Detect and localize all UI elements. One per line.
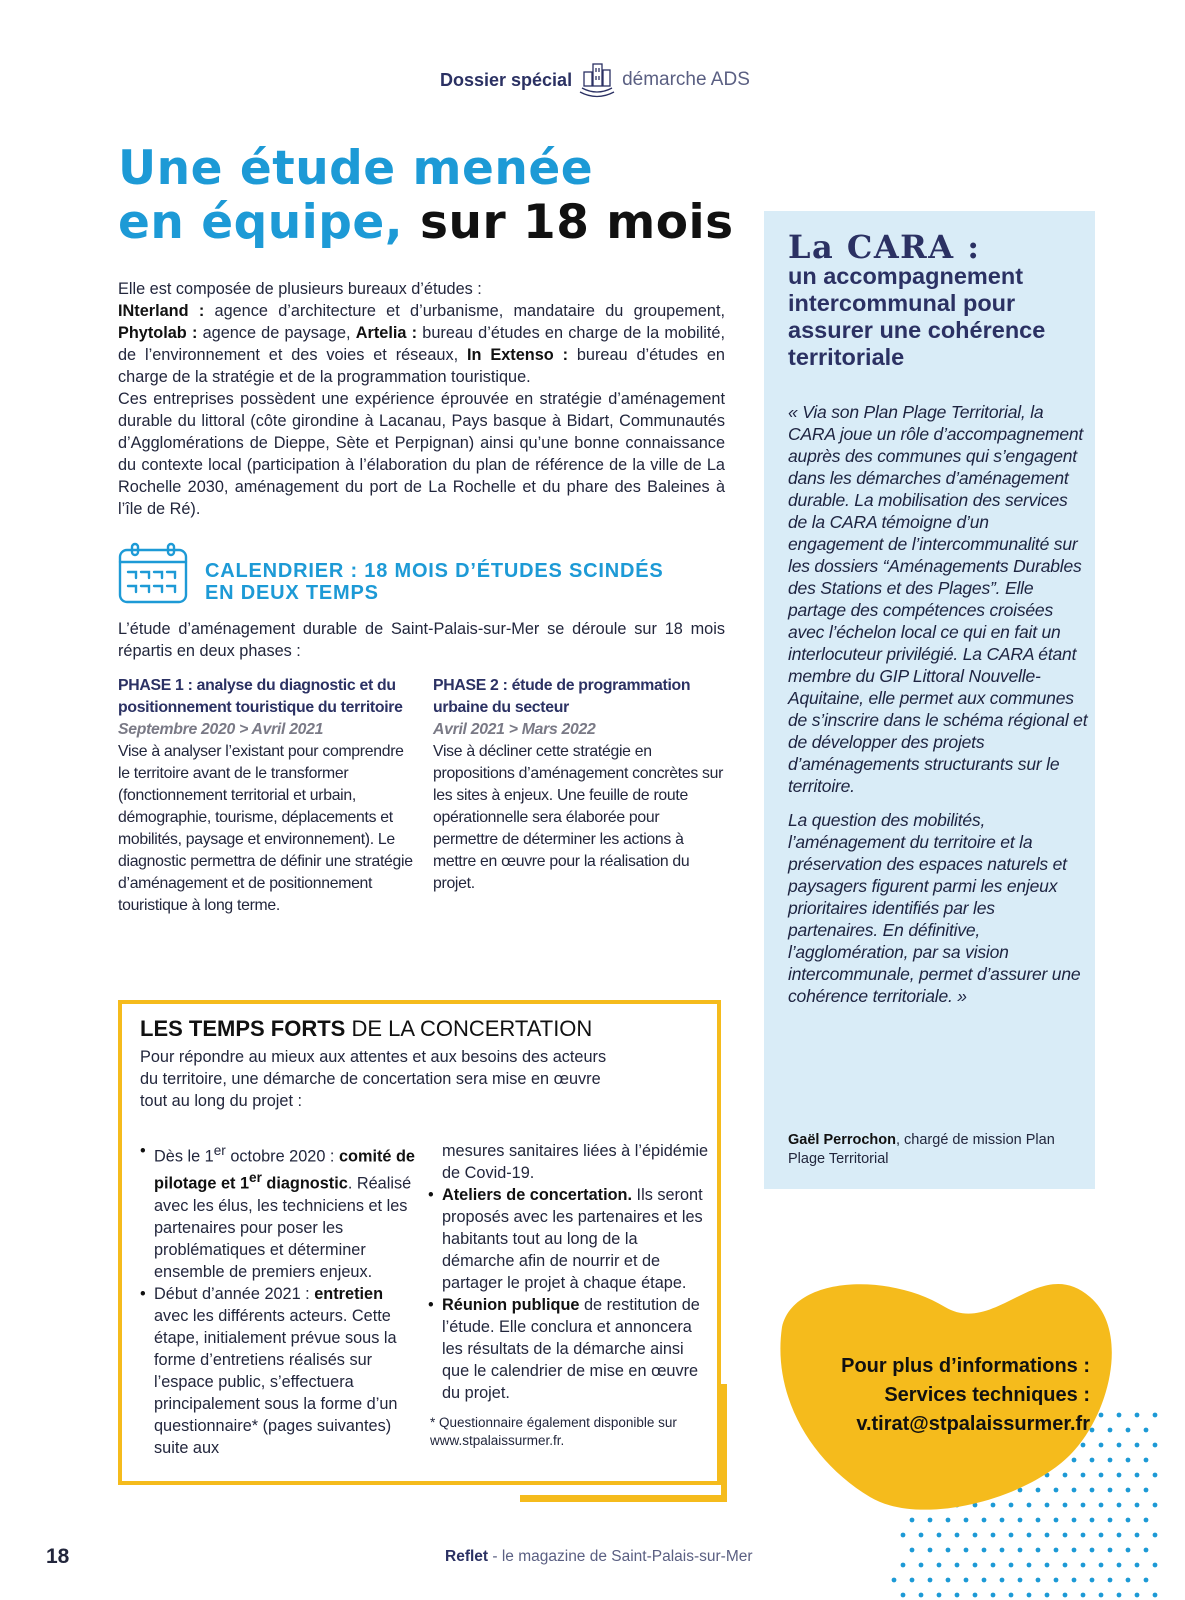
bureau-interland-text: agence d’architecture et d’urbanisme, mandataire du groupement,: [214, 302, 725, 320]
pattern-dot: [1045, 1593, 1050, 1598]
title-line-2-dark: sur 18 mois: [420, 195, 734, 250]
pattern-dot: [910, 1578, 915, 1583]
pattern-dot: [892, 1578, 897, 1583]
pattern-dot: [1126, 1578, 1131, 1583]
pattern-dot: [1009, 1593, 1014, 1598]
pattern-dot: [973, 1563, 978, 1568]
quote-paragraph-2: La question des mobilités, l’aménagement du territoire et la préservation des espaces naturels et paysagers figurent parmi les enjeux prioritaires identifiés par les partenaires. En définitive, l’agglomération, par sa vision intercommunale, permet d’assurer une cohérence territoriale. »: [788, 810, 1081, 1006]
phase-1-text: Vise à analyser l’existant pour comprendre le territoire avant de le transformer (fonctionnement territorial et urbain, démographie, tourisme, déplacements et mobilités, paysage et environnement). Le diagnostic permettra de définir une stratégie d’aménagement et de positionnement touristique à long terme.: [118, 743, 413, 914]
item3-bold: Ateliers de concertation.: [442, 1186, 633, 1204]
pattern-dot: [1144, 1518, 1149, 1523]
calendar-title-line-1: CALENDRIER : 18 MOIS D’ÉTUDES SCINDÉS: [205, 560, 664, 582]
pattern-dot: [1027, 1533, 1032, 1538]
pattern-dot: [1036, 1518, 1041, 1523]
section-topic: démarche ADS: [622, 69, 750, 90]
pattern-dot: [1117, 1503, 1122, 1508]
pattern-dot: [1027, 1563, 1032, 1568]
page-title: [118, 142, 758, 250]
bureau-inextenso-name: In Extenso :: [467, 346, 568, 364]
intro-bureaus: [118, 300, 725, 388]
footnote: * Questionnaire également disponible sur www.stpalaissurmer.fr.: [430, 1415, 677, 1448]
pattern-dot: [1126, 1548, 1131, 1553]
calendar-title: [205, 560, 725, 604]
pattern-dot: [991, 1503, 996, 1508]
pattern-dot: [964, 1578, 969, 1583]
pattern-dot: [1117, 1413, 1122, 1418]
pattern-dot: [964, 1548, 969, 1553]
list-item: [140, 1283, 415, 1459]
item1-text: . Réalisé avec les élus, les techniciens et les partenaires pour poser les problématiques et déterminer ensemble de premiers enjeux.: [154, 1174, 412, 1281]
coastal-houses-logo-icon: [578, 58, 616, 102]
item1-bold-a: comité de pilotage et: [154, 1147, 415, 1193]
quote-author: [788, 1131, 1078, 1169]
pattern-dot: [1063, 1503, 1068, 1508]
pattern-dot: [1054, 1548, 1059, 1553]
concertation-title-bold: LES TEMPS FORTS: [140, 1016, 346, 1041]
pattern-dot: [1090, 1518, 1095, 1523]
pattern-dot: [1108, 1428, 1113, 1433]
pattern-dot: [1135, 1593, 1140, 1598]
pattern-dot: [1135, 1473, 1140, 1478]
pattern-dot: [946, 1518, 951, 1523]
pattern-dot: [1072, 1578, 1077, 1583]
pattern-dot: [1027, 1593, 1032, 1598]
pattern-dot: [1063, 1473, 1068, 1478]
pattern-dot: [991, 1593, 996, 1598]
pattern-dot: [1099, 1503, 1104, 1508]
page-footer: [445, 1548, 753, 1566]
item1-bold-c: diagnostic: [266, 1174, 348, 1193]
pattern-dot: [910, 1518, 915, 1523]
pattern-dot: [1045, 1503, 1050, 1508]
pattern-dot: [1108, 1548, 1113, 1553]
sidebar-subtitle: un accompagnement intercommunal pour assurer une cohérence territoriale: [788, 263, 1046, 370]
pattern-dot: [1099, 1593, 1104, 1598]
pattern-dot: [1099, 1563, 1104, 1568]
pattern-dot: [919, 1563, 924, 1568]
info-line-1: Pour plus d’informations :: [841, 1355, 1090, 1377]
list-item: [428, 1294, 713, 1404]
pattern-dot: [1009, 1503, 1014, 1508]
sidebar-title: La CARA :: [788, 228, 981, 266]
pattern-dot: [1090, 1488, 1095, 1493]
item1-bold-b: 1: [239, 1174, 250, 1193]
pattern-dot: [1090, 1578, 1095, 1583]
pattern-dot: [1117, 1473, 1122, 1478]
pattern-dot: [901, 1563, 906, 1568]
pattern-dot: [1126, 1488, 1131, 1493]
calendar-title-line-2: EN DEUX TEMPS: [205, 582, 379, 604]
item2-text: avec les différents acteurs. Cette étape, initialement prévue sous la forme d’entretiens réalisés sur l’espace public, s’effectuera principalement sous la forme d’un questionnaire* (pages suivantes) suite aux: [154, 1306, 398, 1457]
author-role: , chargé de mission Plan Plage Territorial: [788, 1132, 1055, 1167]
pattern-dot: [991, 1563, 996, 1568]
author-name: Gaël Perrochon: [788, 1132, 896, 1148]
pattern-dot: [982, 1518, 987, 1523]
pattern-dot: [901, 1533, 906, 1538]
pattern-dot: [1000, 1518, 1005, 1523]
list-item: [140, 1140, 415, 1283]
pattern-dot: [1081, 1443, 1086, 1448]
pattern-dot: [946, 1548, 951, 1553]
pattern-dot: [1054, 1518, 1059, 1523]
pattern-dot: [1144, 1458, 1149, 1463]
item1-bold-sup: er: [249, 1170, 262, 1186]
magazine-tagline: - le magazine de Saint-Palais-sur-Mer: [488, 1548, 753, 1565]
pattern-dot: [982, 1578, 987, 1583]
item1-date-end: octobre 2020 :: [230, 1147, 335, 1166]
pattern-dot: [1090, 1428, 1095, 1433]
pattern-dot: [1081, 1563, 1086, 1568]
pattern-dot: [1135, 1443, 1140, 1448]
title-line-1: Une étude menée: [118, 141, 594, 196]
pattern-dot: [1126, 1428, 1131, 1433]
pattern-dot: [1000, 1578, 1005, 1583]
pattern-dot: [1072, 1488, 1077, 1493]
pattern-dot: [1090, 1458, 1095, 1463]
pattern-dot: [1144, 1428, 1149, 1433]
pattern-dot: [973, 1533, 978, 1538]
intro-lead: Elle est composée de plusieurs bureaux d’études :: [118, 280, 482, 298]
pattern-dot: [1045, 1533, 1050, 1538]
pattern-dot: [919, 1533, 924, 1538]
pattern-dot: [901, 1593, 906, 1598]
pattern-dot: [1063, 1563, 1068, 1568]
info-email-link[interactable]: v.tirat@stpalaissurmer.fr: [856, 1413, 1090, 1435]
pattern-dot: [1099, 1443, 1104, 1448]
phase-2-title: PHASE 2 : étude de programmation urbaine du secteur: [433, 677, 691, 716]
concertation-col-left: [140, 1140, 415, 1459]
pattern-dot: [1072, 1458, 1077, 1463]
pattern-dot: [919, 1593, 924, 1598]
sidebar-quote: [788, 401, 1088, 1007]
pattern-dot: [1108, 1578, 1113, 1583]
item4-text: de restitution de l’étude. Elle conclura et annoncera les résultats de la démarche ainsi que le calendrier de mise en œuvre du projet.: [442, 1296, 700, 1402]
intro-experience: Ces entreprises possèdent une expérience éprouvée en stratégie d’aménagement durable du littoral (côte girondine à Lacanau, Pays basque à Bidart, Communautés d’Agglomérations de Dieppe, Sète et Perpignan) ainsi qu’une bonne connaissance du contexte local (participation à l’élaboration du plan de référence de la ville de La Rochelle 2030, aménagement du port de La Rochelle et du phare des Baleines à l’île de Ré).: [118, 390, 725, 518]
phase-1: [118, 675, 418, 917]
pattern-dot: [955, 1533, 960, 1538]
magazine-name: Reflet: [445, 1548, 489, 1565]
calendar-icon: [118, 542, 188, 604]
phase-2-date: Avril 2021 > Mars 2022: [433, 721, 596, 738]
pattern-dot: [937, 1533, 942, 1538]
pattern-dot: [1153, 1533, 1158, 1538]
pattern-dot: [1117, 1533, 1122, 1538]
pattern-dot: [1018, 1548, 1023, 1553]
title-line-2-blue: en équipe,: [118, 195, 404, 250]
item4-bold: Réunion publique: [442, 1296, 580, 1314]
bureau-interland-name: INterland :: [118, 302, 205, 320]
bureau-phytolab-text: agence de paysage,: [202, 324, 351, 342]
pattern-dot: [1090, 1548, 1095, 1553]
pattern-dot: [1099, 1413, 1104, 1418]
pattern-dot: [973, 1593, 978, 1598]
pattern-dot: [1153, 1563, 1158, 1568]
bureau-artelia-name: Artelia :: [355, 324, 418, 342]
item2-bold: entretien: [314, 1284, 384, 1303]
section-label: Dossier spécial: [440, 69, 573, 90]
pattern-dot: [1099, 1533, 1104, 1538]
pattern-dot: [955, 1563, 960, 1568]
pattern-dot: [1072, 1518, 1077, 1523]
phase-1-title: PHASE 1 : analyse du diagnostic et du positionnement touristique du territoire: [118, 677, 403, 716]
phase-2-text: Vise à décliner cette stratégie en propositions d’aménagement concrètes sur les sites à enjeux. Une feuille de route opérationnelle sera élaborée pour permettre de déterminer les actions à mettre en œuvre pour la réalisation du projet.: [433, 743, 724, 892]
pattern-dot: [1153, 1443, 1158, 1448]
pattern-dot: [964, 1518, 969, 1523]
phase-1-date: Septembre 2020 > Avril 2021: [118, 721, 324, 738]
phase-2: [433, 675, 728, 895]
concertation-col-right: [428, 1140, 713, 1450]
pattern-dot: [1036, 1578, 1041, 1583]
pattern-dot: [1108, 1458, 1113, 1463]
pattern-dot: [1117, 1443, 1122, 1448]
item1-date: Dès le 1: [154, 1147, 214, 1166]
item2-lead: Début d’année 2021 :: [154, 1284, 310, 1303]
pattern-dot: [1081, 1593, 1086, 1598]
pattern-dot: [1054, 1488, 1059, 1493]
item3-text: Ils seront proposés avec les partenaires et les habitants tout au long de la démarche afin de nourrir et de partager le projet à chaque étape.: [442, 1186, 703, 1292]
pattern-dot: [928, 1548, 933, 1553]
pattern-dot: [1000, 1548, 1005, 1553]
pattern-dot: [946, 1578, 951, 1583]
item2-continuation: mesures sanitaires liées à l’épidémie de Covid-19.: [442, 1142, 709, 1182]
pattern-dot: [1153, 1413, 1158, 1418]
pattern-dot: [1036, 1548, 1041, 1553]
contact-info: [780, 1352, 1090, 1439]
box-shadow-bottom: [520, 1495, 727, 1502]
pattern-dot: [1018, 1578, 1023, 1583]
concertation-title: [140, 1016, 720, 1042]
pattern-dot: [1153, 1593, 1158, 1598]
pattern-dot: [1009, 1563, 1014, 1568]
pattern-dot: [1018, 1518, 1023, 1523]
pattern-dot: [1135, 1413, 1140, 1418]
quote-paragraph-1: « Via son Plan Plage Territorial, la CARA joue un rôle d’accompagnement auprès des communes qui s’engagent dans les démarches d’aménagement durable. La mobilisation des services de la CARA témoigne d’un engagement de l’intercommunalité sur les dossiers “Aménagements Durables des Stations et des Plages”. Elle partage des compétences croisées avec l’échelon local ce qui en fait un interlocuteur privilégié. La CARA étant membre du GIP Littoral Nouvelle-Aquitaine, elle permet aux communes de s’inscrire dans le schéma régional et de développer des projets d’aménagements structurants sur le territoire.: [788, 402, 1088, 796]
pattern-dot: [1009, 1533, 1014, 1538]
pattern-dot: [937, 1593, 942, 1598]
pattern-dot: [1144, 1548, 1149, 1553]
box-shadow-right: [721, 1384, 727, 1502]
concertation-title-rest: DE LA CONCERTATION: [351, 1016, 593, 1041]
pattern-dot: [1135, 1533, 1140, 1538]
pattern-dot: [1063, 1533, 1068, 1538]
pattern-dot: [1081, 1533, 1086, 1538]
pattern-dot: [1081, 1503, 1086, 1508]
pattern-dot: [1135, 1503, 1140, 1508]
pattern-dot: [1126, 1518, 1131, 1523]
pattern-dot: [1144, 1578, 1149, 1583]
list-item: [428, 1184, 713, 1294]
pattern-dot: [1045, 1563, 1050, 1568]
pattern-dot: [1153, 1473, 1158, 1478]
item1-date-sup: er: [213, 1143, 226, 1158]
section-header: [440, 58, 800, 102]
pattern-dot: [1117, 1563, 1122, 1568]
pattern-dot: [991, 1533, 996, 1538]
pattern-dot: [910, 1548, 915, 1553]
pattern-dot: [1126, 1458, 1131, 1463]
pattern-dot: [955, 1593, 960, 1598]
page-number: 18: [46, 1545, 70, 1568]
pattern-dot: [1108, 1488, 1113, 1493]
pattern-dot: [1135, 1563, 1140, 1568]
pattern-dot: [1036, 1488, 1041, 1493]
bureau-artelia-text: bureau d’études en charge de la mobilité, de l’environnement et des voies et réseaux,: [118, 324, 725, 364]
concertation-intro: Pour répondre au mieux aux attentes et aux besoins des acteurs du territoire, une démarche de concertation sera mise en œuvre tout au long du projet :: [140, 1048, 607, 1110]
info-line-2: Services techniques :: [884, 1384, 1090, 1406]
pattern-dot: [1099, 1473, 1104, 1478]
pattern-dot: [1063, 1593, 1068, 1598]
pattern-dot: [1027, 1503, 1032, 1508]
pattern-dot: [1072, 1548, 1077, 1553]
pattern-dot: [1108, 1518, 1113, 1523]
pattern-dot: [982, 1548, 987, 1553]
bureau-phytolab-name: Phytolab :: [118, 324, 198, 342]
pattern-dot: [1117, 1593, 1122, 1598]
pattern-dot: [928, 1518, 933, 1523]
pattern-dot: [1054, 1578, 1059, 1583]
pattern-dot: [1144, 1488, 1149, 1493]
intro-text: [118, 278, 725, 520]
pattern-dot: [937, 1563, 942, 1568]
bureau-inextenso-text: bureau d’études en charge de la stratégie et de la programmation touristique.: [118, 346, 725, 386]
calendar-intro: L’étude d’aménagement durable de Saint-Palais-sur-Mer se déroule sur 18 mois répartis en deux phases :: [118, 620, 725, 660]
pattern-dot: [1153, 1503, 1158, 1508]
pattern-dot: [928, 1578, 933, 1583]
pattern-dot: [1081, 1473, 1086, 1478]
